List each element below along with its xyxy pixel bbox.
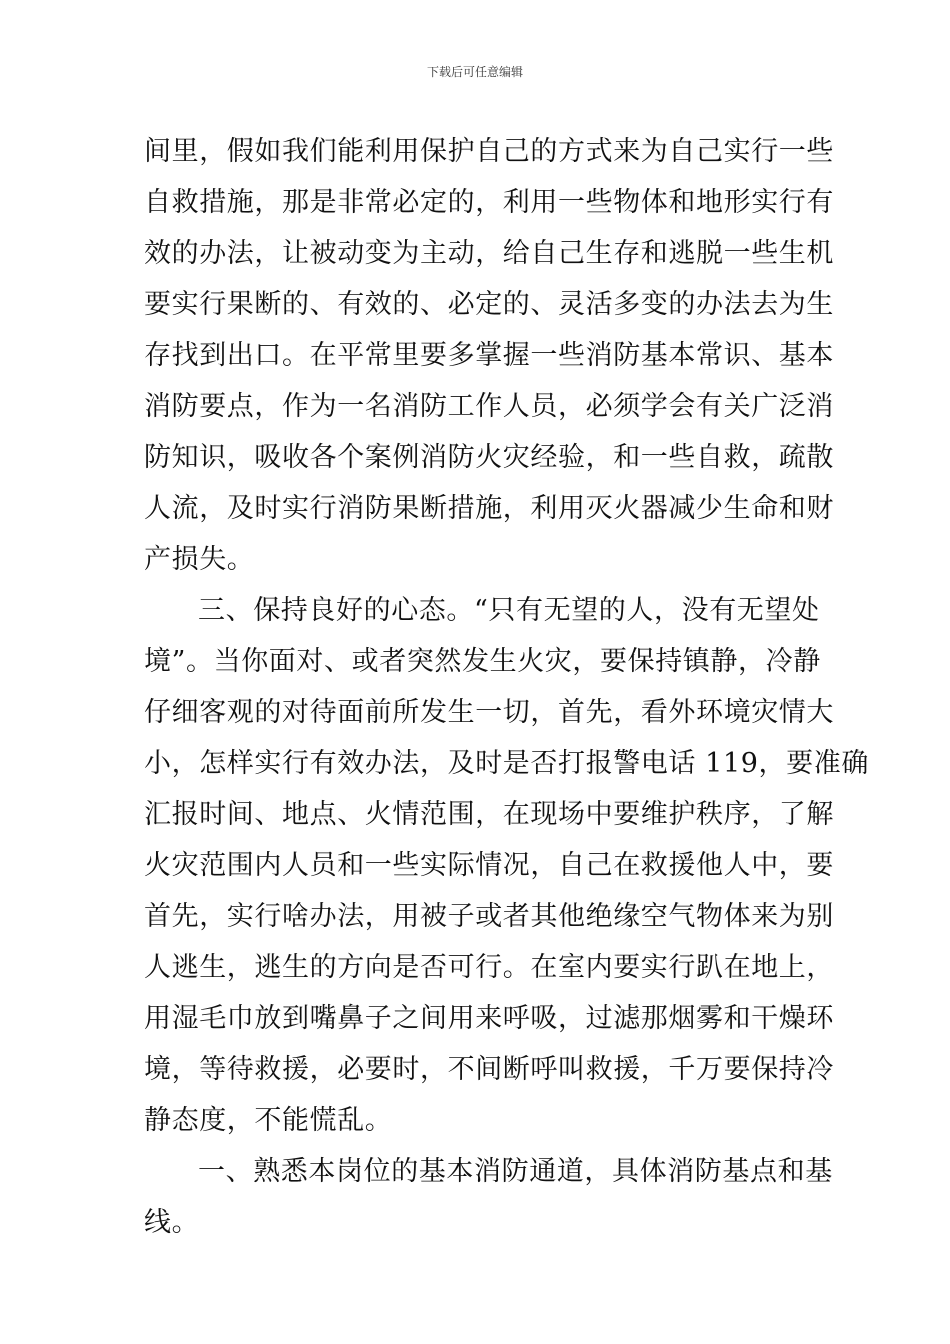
text-line: 仔细客观的对待面前所发生一切，首先，看外环境灾情大 bbox=[144, 697, 834, 728]
text-line: 人逃生，逃生的方向是否可行。在室内要实行趴在地上， bbox=[144, 952, 834, 983]
paragraph-start-line: 三、保持良好的心态。“只有无望的人，没有无望处 bbox=[198, 595, 820, 626]
text-line: 间里，假如我们能利用保护自己的方式来为自己实行一些 bbox=[144, 136, 834, 167]
text-line: 自救措施，那是非常必定的，利用一些物体和地形实行有 bbox=[144, 187, 834, 218]
text-line: 境”。当你面对、或者突然发生火灾，要保持镇静，冷静 bbox=[144, 646, 821, 677]
text-line: 用湿毛巾放到嘴鼻子之间用来呼吸，过滤那烟雾和干燥环 bbox=[144, 1003, 834, 1034]
text-line: 静态度，不能慌乱。 bbox=[144, 1105, 393, 1136]
text-line: 火灾范围内人员和一些实际情况，自己在救援他人中，要 bbox=[144, 850, 834, 881]
text-line: 小，怎样实行有效办法，及时是否打报警电话 119，要准确 bbox=[144, 748, 869, 779]
text-line: 要实行果断的、有效的、必定的、灵活多变的办法去为生 bbox=[144, 289, 834, 320]
text-line: 境，等待救援，必要时，不间断呼叫救援，千万要保持冷 bbox=[144, 1054, 834, 1085]
text-line: 存找到出口。在平常里要多掌握一些消防基本常识、基本 bbox=[144, 340, 834, 371]
text-line: 防知识，吸收各个案例消防火灾经验，和一些自救，疏散 bbox=[144, 442, 834, 473]
text-line: 效的办法，让被动变为主动，给自己生存和逃脱一些生机 bbox=[144, 238, 834, 269]
text-line: 汇报时间、地点、火情范围，在现场中要维护秩序，了解 bbox=[144, 799, 834, 830]
text-line: 线。 bbox=[144, 1207, 200, 1238]
text-line: 消防要点，作为一名消防工作人员，必须学会有关广泛消 bbox=[144, 391, 834, 422]
page-header: 下载后可任意编辑 bbox=[426, 65, 523, 79]
text-line: 首先，实行啥办法，用被子或者其他绝缘空气物体来为别 bbox=[144, 901, 834, 932]
text-line: 人流，及时实行消防果断措施，利用灭火器减少生命和财 bbox=[144, 493, 834, 524]
text-line: 产损失。 bbox=[144, 544, 255, 575]
document-body bbox=[144, 126, 869, 1248]
paragraph-start-line: 一、熟悉本岗位的基本消防通道，具体消防基点和基 bbox=[198, 1156, 833, 1187]
